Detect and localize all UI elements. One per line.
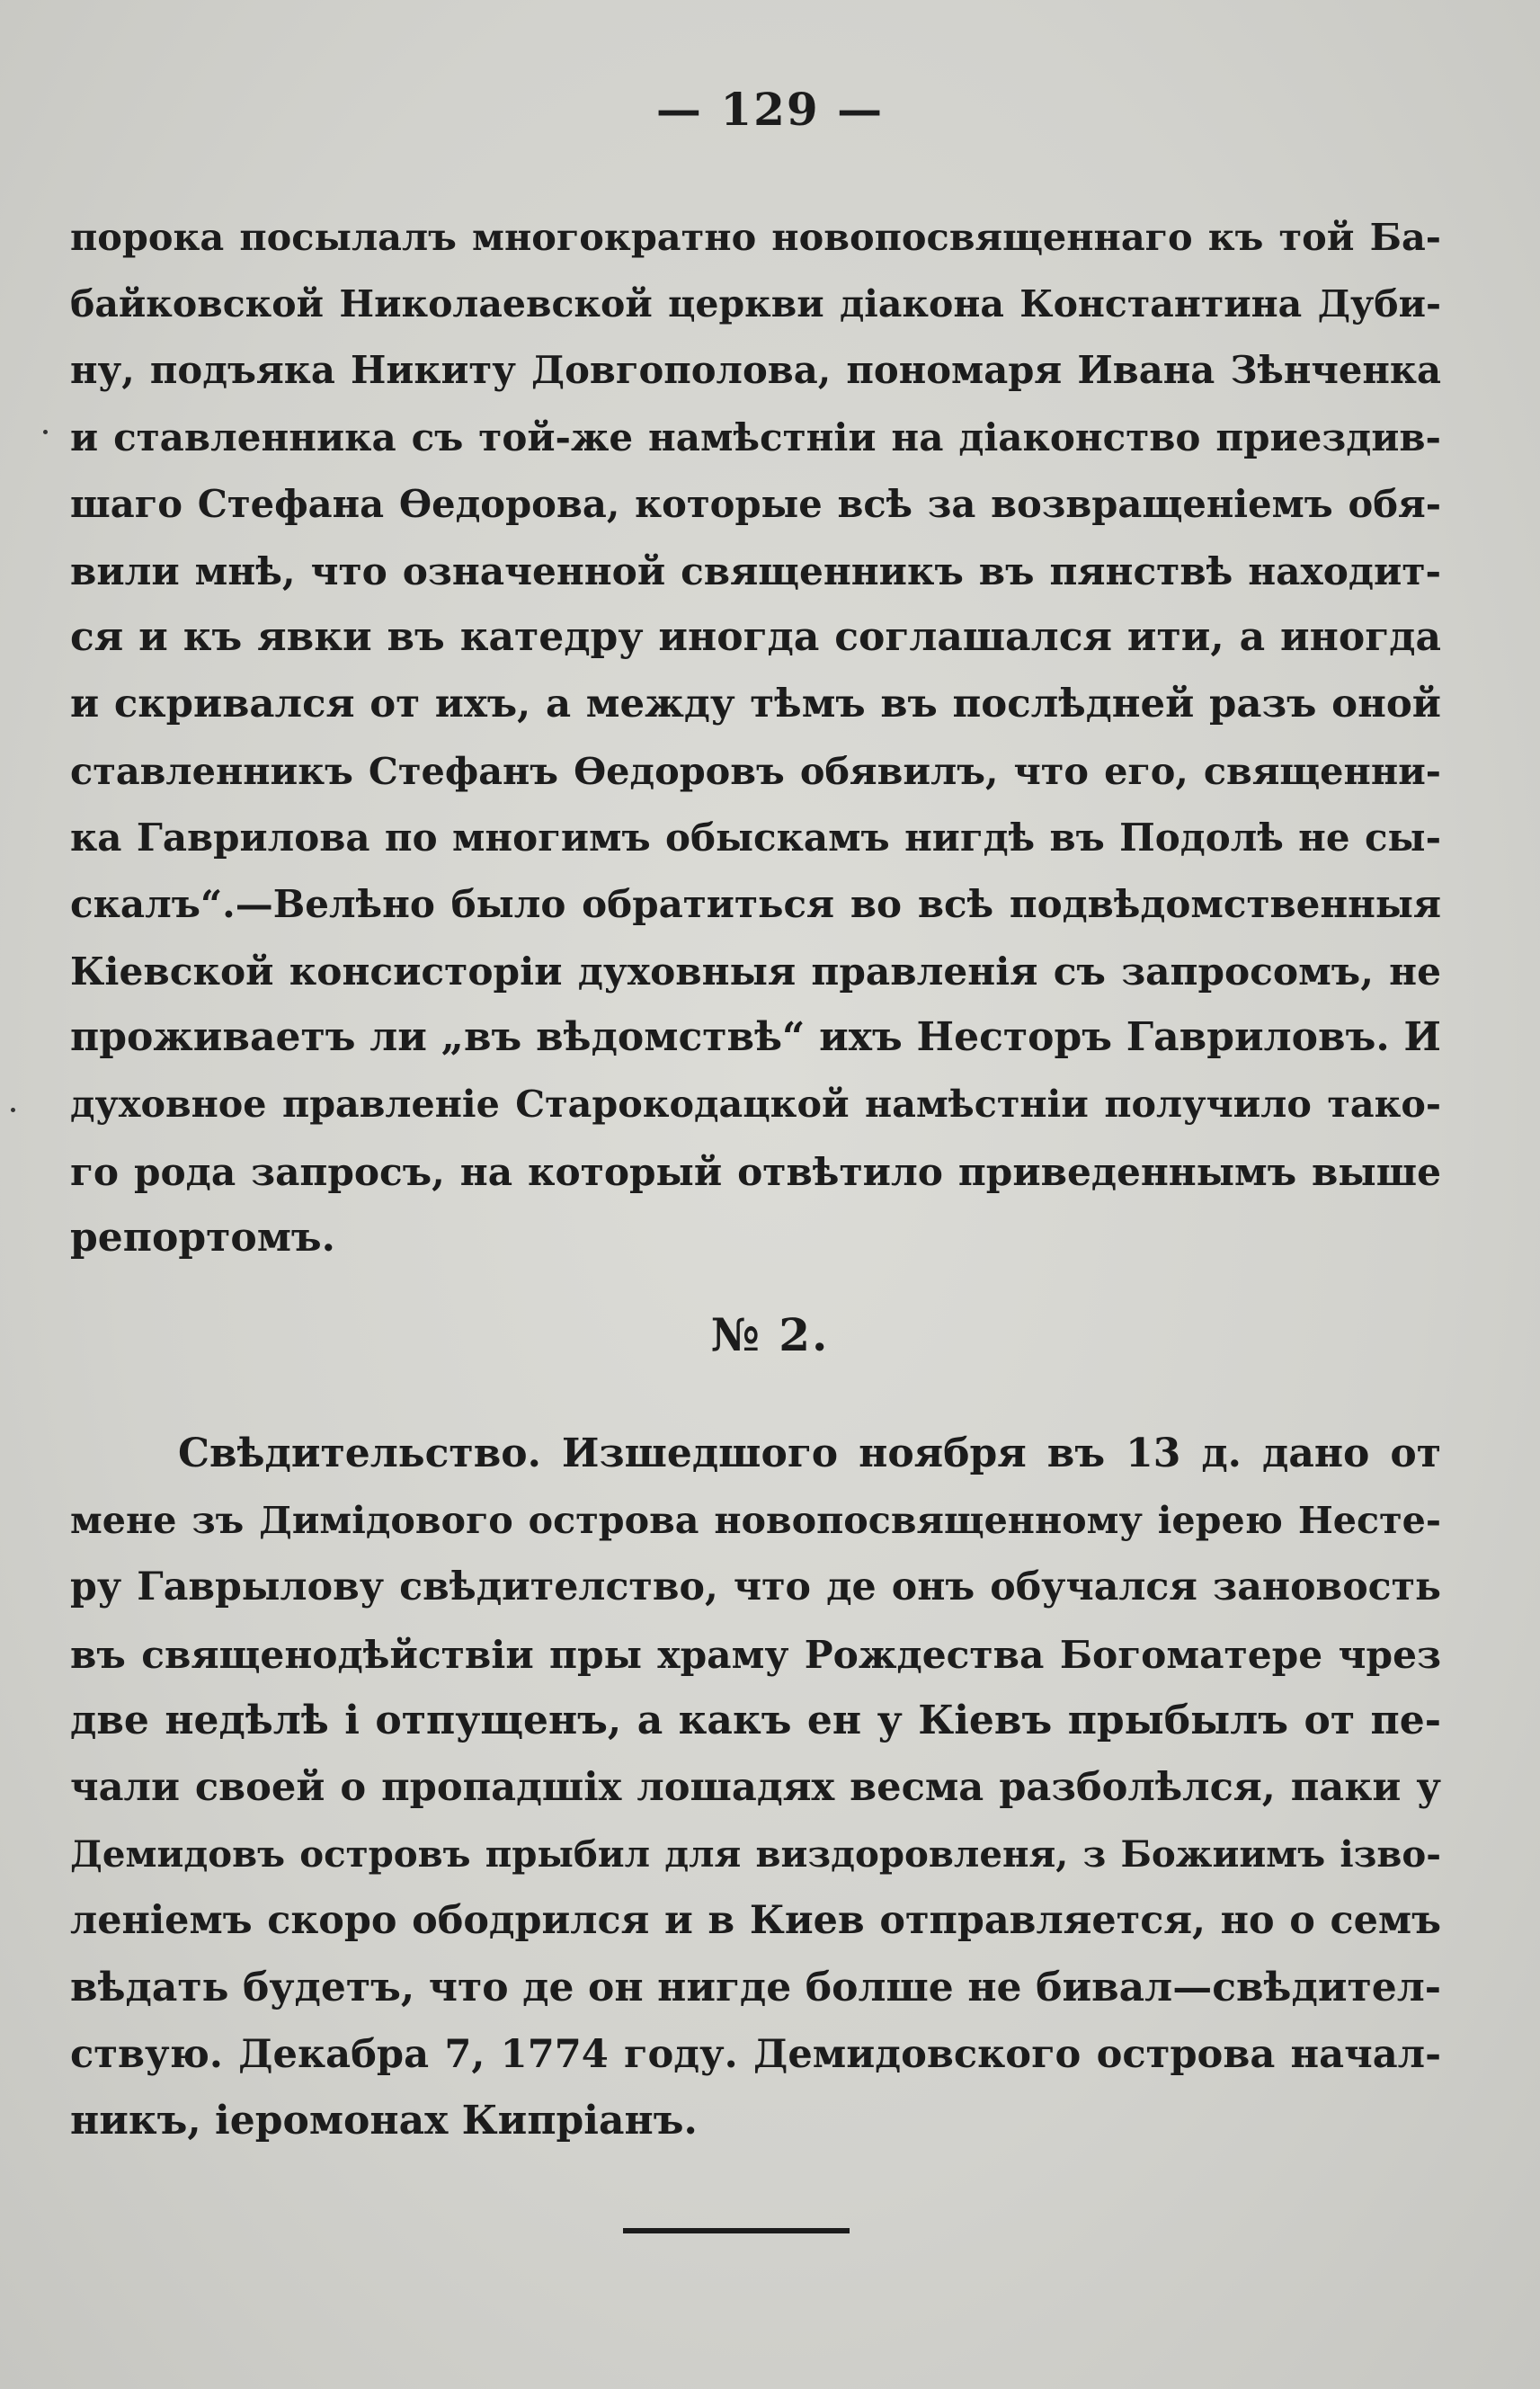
text-line: байковской Николаевской церкви діакона Константина Дуби- <box>70 282 1441 326</box>
text-line: го рода запросъ, на который отвѣтило приведеннымъ выше <box>70 1148 1441 1194</box>
paragraph-2 <box>70 1421 1441 2154</box>
text-line: ка Гаврилова по многимъ обыскамъ нигдѣ въ Подолѣ не сы- <box>70 815 1441 860</box>
ink-speck <box>43 430 48 434</box>
text-line: и ставленника съ той-же намѣстніи на діаконство приездив- <box>70 415 1441 459</box>
section-heading: № 2. <box>710 1308 830 1361</box>
text-line: ставленникъ Стефанъ Ѳедоровъ обявилъ, что его, священни- <box>70 748 1441 793</box>
text-line: никъ, іеромонах Кипріанъ. <box>70 2097 698 2144</box>
text-line: вѣдать будетъ, что де он нигде болше не бивал—свѣдител- <box>70 1964 1441 2010</box>
text-line: леніемъ скоро ободрился и в Киев отправляется, но о семъ <box>70 1898 1441 1944</box>
end-rule <box>623 2228 850 2233</box>
text-line: мене зъ Димідового острова новопосвященному іерею Несте- <box>70 1498 1441 1543</box>
text-line: и скривался от ихъ, а между тѣмъ въ послѣдней разъ оной <box>70 681 1441 727</box>
text-line: проживаетъ ли „въ вѣдомствѣ“ ихъ Несторъ Гавриловъ. И <box>70 1014 1441 1061</box>
text-line: ну, подъяка Никиту Довгополова, пономаря Ивана Зѣнченка <box>70 348 1441 393</box>
text-line: чали своей о пропадшіх лошадях весма разболѣлся, паки у <box>70 1763 1441 1810</box>
text-line: скалъ“.—Велѣно было обратиться во всѣ подвѣдомственныя <box>70 881 1441 926</box>
text-line: шаго Стефана Ѳедорова, которые всѣ за возвращеніемъ обя- <box>70 481 1441 526</box>
text-line: Кіевской консисторіи духовныя правленія съ запросомъ, не <box>70 949 1441 994</box>
text-line: ствую. Декабра 7, 1774 году. Демидовского острова начал- <box>70 2030 1441 2077</box>
text-line: ру Гаврылову свѣдителство, что де онъ обучался зановость <box>70 1564 1441 1610</box>
text-line: въ священодѣйствіи пры храму Рождества Богоматере чрез <box>70 1631 1441 1677</box>
paragraph-1 <box>70 204 1441 1271</box>
text-line: ся и къ явки въ катедру иногда соглашался ити, а иногда <box>70 614 1441 661</box>
text-line: духовное правленіе Старокодацкой намѣстніи получило тако- <box>70 1082 1441 1127</box>
page-number: — 129 — <box>655 83 885 136</box>
text-line: Свѣдительство. Изшедшого ноября въ 13 д. дано от <box>178 1431 1441 1476</box>
text-line: Демидовъ островъ прыбил для виздоровленя, з Божиимъ ізво- <box>70 1832 1441 1876</box>
text-line: порока посылалъ многократно новопосвященнаго къ той Ба- <box>70 215 1441 259</box>
text-line: репортомъ. <box>70 1214 335 1261</box>
ink-speck <box>11 1108 15 1112</box>
text-line: две недѣлѣ і отпущенъ, а какъ ен у Кіевъ прыбылъ от пе- <box>70 1697 1441 1743</box>
text-line: вили мнѣ, что означенной священникъ въ пянствѣ находит- <box>70 548 1441 593</box>
